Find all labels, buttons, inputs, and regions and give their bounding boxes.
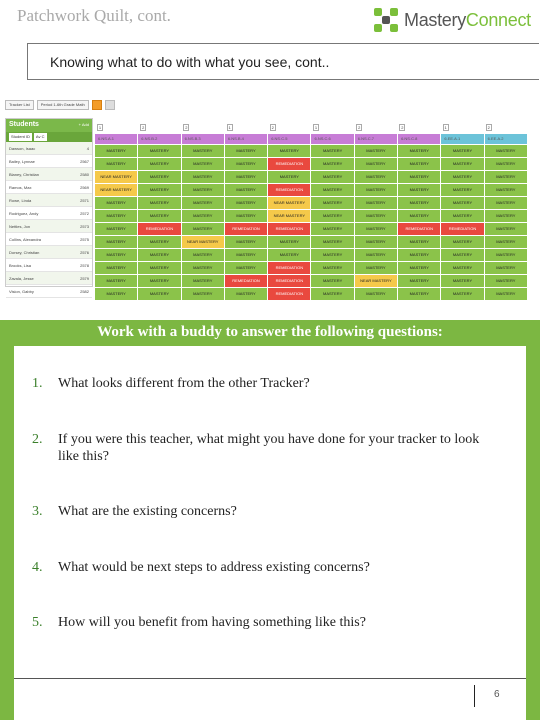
score-cell[interactable]: MASTERY (225, 184, 267, 196)
standard-numbers (95, 124, 527, 132)
logo-text: MasteryConnect (404, 9, 531, 30)
score-cell[interactable]: REMEDIATION (398, 223, 440, 235)
standard-headers (95, 134, 527, 144)
students-header: Students + Add (6, 119, 92, 132)
score-cell[interactable]: MASTERY (485, 236, 527, 248)
score-cell[interactable]: MASTERY (182, 210, 224, 222)
score-cell[interactable]: MASTERY (355, 262, 397, 274)
score-cell[interactable]: MASTERY (355, 210, 397, 222)
score-cell[interactable]: MASTERY (138, 145, 180, 157)
score-cell[interactable]: MASTERY (225, 288, 267, 300)
mastery-cells (95, 145, 527, 301)
standard-header[interactable]: 6.NS.A.1 (95, 134, 137, 144)
score-cell[interactable]: MASTERY (182, 145, 224, 157)
score-cell[interactable]: REMEDIATION (268, 158, 310, 170)
score-cell[interactable]: MASTERY (182, 184, 224, 196)
grid-row (95, 171, 527, 184)
grid-row (95, 223, 527, 236)
student-score: 2575 (80, 236, 89, 242)
standard-number: 1 (314, 125, 318, 130)
questions-heading: Work with a buddy to answer the following questions: (97, 324, 443, 340)
student-row[interactable] (6, 246, 92, 259)
student-score: 2567 (80, 158, 89, 164)
student-row[interactable] (6, 285, 92, 298)
score-cell[interactable]: MASTERY (311, 262, 353, 274)
score-cell[interactable]: MASTERY (441, 236, 483, 248)
score-cell[interactable]: MASTERY (485, 145, 527, 157)
score-cell[interactable]: MASTERY (138, 197, 180, 209)
subtitle: Knowing what to do with what you see, cont.. (50, 54, 330, 70)
grid-row (95, 262, 527, 275)
av-select[interactable]: Av C (35, 134, 45, 139)
mastery-grid (95, 118, 527, 296)
score-cell[interactable]: MASTERY (311, 249, 353, 261)
questions-panel: 1. What looks different from the other Tracker? 2. If you were this teacher, what might you have done for your tracker to look like this? 3. What are the existing concerns? 4. What would be next steps to address existing concerns? 5. How will you benefit from having something like this? (14, 346, 526, 691)
score-cell[interactable]: MASTERY (138, 184, 180, 196)
standard-number: 2 (487, 125, 490, 130)
score-cell[interactable]: MASTERY (95, 262, 137, 274)
student-row[interactable] (6, 142, 92, 155)
grid-row (95, 210, 527, 223)
score-cell[interactable]: REMEDIATION (268, 223, 310, 235)
score-cell[interactable]: REMEDIATION (225, 275, 267, 287)
score-cell[interactable]: MASTERY (225, 249, 267, 261)
score-cell[interactable]: MASTERY (138, 236, 180, 248)
score-cell[interactable]: MASTERY (441, 197, 483, 209)
sort-select[interactable]: Student ID (11, 134, 30, 139)
score-cell[interactable]: REMEDIATION (225, 223, 267, 235)
score-cell[interactable]: MASTERY (441, 184, 483, 196)
score-cell[interactable]: REMEDIATION (268, 288, 310, 300)
score-cell[interactable]: MASTERY (485, 197, 527, 209)
student-row[interactable] (6, 207, 92, 220)
grid-row (95, 158, 527, 171)
score-cell[interactable]: MASTERY (268, 145, 310, 157)
score-cell[interactable]: MASTERY (311, 158, 353, 170)
score-cell[interactable]: MASTERY (355, 158, 397, 170)
score-cell[interactable]: MASTERY (182, 158, 224, 170)
student-score: 2573 (80, 223, 89, 229)
score-cell[interactable]: MASTERY (355, 288, 397, 300)
student-score: 2572 (80, 210, 89, 216)
standard-header[interactable]: 6.EE.A.2 (485, 134, 527, 144)
score-cell[interactable]: MASTERY (355, 236, 397, 248)
student-score: 2580 (80, 171, 89, 177)
score-cell[interactable]: MASTERY (95, 275, 137, 287)
student-row[interactable] (6, 168, 92, 181)
standard-number: 1 (444, 125, 447, 130)
standard-number: 1 (228, 125, 231, 130)
grid-row (95, 288, 527, 301)
score-cell[interactable]: MASTERY (182, 171, 224, 183)
score-cell[interactable]: MASTERY (485, 262, 527, 274)
score-cell[interactable]: MASTERY (398, 275, 440, 287)
grid-row (95, 249, 527, 262)
score-cell[interactable]: MASTERY (485, 158, 527, 170)
student-name: Bailey, Lynnae (9, 158, 35, 164)
score-cell[interactable]: NEAR MASTERY (95, 184, 137, 196)
score-cell[interactable]: MASTERY (182, 288, 224, 300)
score-cell[interactable]: MASTERY (311, 145, 353, 157)
standard-header[interactable]: 6.NS.B.4 (225, 134, 267, 144)
grid-row (95, 145, 527, 158)
grid-row (95, 184, 527, 197)
student-name: Blaney, Christian (9, 171, 39, 177)
score-cell[interactable]: MASTERY (398, 288, 440, 300)
score-cell[interactable]: MASTERY (311, 236, 353, 248)
slide-title: Patchwork Quilt, cont. (17, 6, 171, 25)
tracker-list-tab[interactable]: Tracker List (5, 100, 34, 110)
student-name: Collins, Alexandra (9, 236, 42, 242)
student-name: Rodriguez, Andy (9, 210, 39, 216)
score-cell[interactable]: MASTERY (182, 197, 224, 209)
period-select[interactable]: Period 1-6th Grade Math (37, 100, 89, 110)
score-cell[interactable]: MASTERY (441, 210, 483, 222)
standard-header[interactable]: 6.NS.B.3 (182, 134, 224, 144)
score-cell[interactable]: REMEDIATION (268, 262, 310, 274)
standard-number: 2 (185, 125, 188, 130)
grid-row (95, 197, 527, 210)
list-view-icon[interactable] (105, 100, 115, 110)
grid-row (95, 275, 527, 288)
student-score: 2569 (80, 184, 89, 190)
masteryconnect-logo (374, 8, 531, 32)
student-row[interactable] (6, 259, 92, 272)
score-cell[interactable]: MASTERY (225, 262, 267, 274)
score-cell[interactable]: MASTERY (355, 223, 397, 235)
score-cell[interactable]: MASTERY (182, 275, 224, 287)
score-cell[interactable]: MASTERY (225, 171, 267, 183)
score-cell[interactable]: MASTERY (311, 275, 353, 287)
standard-number: 1 (98, 125, 102, 130)
score-cell[interactable]: MASTERY (398, 262, 440, 274)
score-cell[interactable]: NEAR MASTERY (268, 210, 310, 222)
score-cell[interactable]: NEAR MASTERY (95, 171, 137, 183)
student-score: 2576 (80, 249, 89, 255)
score-cell[interactable]: MASTERY (95, 223, 137, 235)
student-score: 4 (86, 145, 89, 151)
score-cell[interactable]: MASTERY (398, 158, 440, 170)
score-cell[interactable]: MASTERY (182, 262, 224, 274)
score-cell[interactable]: MASTERY (95, 145, 137, 157)
score-cell[interactable]: MASTERY (398, 171, 440, 183)
score-cell[interactable]: MASTERY (138, 158, 180, 170)
score-cell[interactable]: MASTERY (398, 236, 440, 248)
add-student-button[interactable]: + Add (78, 122, 89, 127)
score-cell[interactable]: NEAR MASTERY (355, 275, 397, 287)
grid-row (95, 236, 527, 249)
score-cell[interactable]: MASTERY (355, 171, 397, 183)
score-cell[interactable]: MASTERY (355, 145, 397, 157)
score-cell[interactable]: MASTERY (398, 145, 440, 157)
standard-number: 2 (142, 125, 145, 130)
student-row[interactable] (6, 181, 92, 194)
score-cell[interactable]: NEAR MASTERY (182, 236, 224, 248)
score-cell[interactable]: MASTERY (138, 249, 180, 261)
score-cell[interactable]: MASTERY (95, 197, 137, 209)
score-cell[interactable]: MASTERY (441, 249, 483, 261)
score-cell[interactable]: REMEDIATION (441, 223, 483, 235)
score-cell[interactable]: MASTERY (441, 145, 483, 157)
score-cell[interactable]: MASTERY (441, 275, 483, 287)
student-score: 2579 (80, 275, 89, 281)
students-filters (6, 132, 92, 142)
score-cell[interactable]: MASTERY (95, 236, 137, 248)
student-score: 2578 (80, 262, 89, 268)
score-cell[interactable]: MASTERY (268, 249, 310, 261)
students-panel (5, 118, 93, 294)
score-cell[interactable]: MASTERY (182, 249, 224, 261)
score-cell[interactable]: MASTERY (485, 223, 527, 235)
score-cell[interactable]: MASTERY (268, 171, 310, 183)
student-row[interactable] (6, 272, 92, 285)
score-cell[interactable]: MASTERY (441, 262, 483, 274)
score-cell[interactable]: MASTERY (485, 210, 527, 222)
score-cell[interactable]: MASTERY (95, 210, 137, 222)
footer-divider (474, 685, 475, 707)
score-cell[interactable]: MASTERY (138, 288, 180, 300)
student-name: Vision, Gabby (9, 288, 34, 294)
score-cell[interactable]: MASTERY (138, 262, 180, 274)
score-cell[interactable]: MASTERY (311, 210, 353, 222)
score-cell[interactable]: MASTERY (485, 184, 527, 196)
standard-header[interactable]: 6.NS.B.2 (138, 134, 180, 144)
standard-header[interactable]: 6.EE.A.1 (441, 134, 483, 144)
score-cell[interactable]: MASTERY (355, 184, 397, 196)
score-cell[interactable]: REMEDIATION (268, 184, 310, 196)
tracker-toolbar (5, 98, 115, 112)
student-score: 2582 (80, 288, 89, 294)
student-name: Dawson, Isaac (9, 145, 36, 151)
standard-header[interactable]: 6.NS.C.7 (355, 134, 397, 144)
subtitle-box (27, 43, 539, 80)
score-cell[interactable]: MASTERY (311, 288, 353, 300)
score-cell[interactable]: MASTERY (311, 223, 353, 235)
standard-number: 2 (358, 125, 361, 130)
score-cell[interactable]: NEAR MASTERY (268, 197, 310, 209)
standard-number: 2 (271, 125, 274, 130)
student-row[interactable] (6, 194, 92, 207)
score-cell[interactable]: MASTERY (138, 275, 180, 287)
score-cell[interactable]: MASTERY (485, 171, 527, 183)
standard-header[interactable]: 6.NS.C.8 (398, 134, 440, 144)
score-cell[interactable]: MASTERY (311, 197, 353, 209)
score-cell[interactable]: MASTERY (138, 171, 180, 183)
score-cell[interactable]: MASTERY (355, 197, 397, 209)
score-cell[interactable]: MASTERY (225, 236, 267, 248)
score-cell[interactable]: MASTERY (225, 145, 267, 157)
score-cell[interactable]: MASTERY (398, 184, 440, 196)
score-cell[interactable]: MASTERY (225, 197, 267, 209)
score-cell[interactable]: MASTERY (485, 249, 527, 261)
score-cell[interactable]: MASTERY (182, 223, 224, 235)
page-number: 6 (494, 689, 500, 700)
standard-header[interactable]: 6.NS.C.6 (311, 134, 353, 144)
student-row[interactable] (6, 155, 92, 168)
student-score: 2571 (80, 197, 89, 203)
score-cell[interactable]: MASTERY (311, 171, 353, 183)
student-row[interactable] (6, 233, 92, 246)
score-cell[interactable]: REMEDIATION (268, 275, 310, 287)
standard-number: 2 (401, 125, 404, 130)
score-cell[interactable]: MASTERY (225, 158, 267, 170)
student-name: Ramos, Max (9, 184, 32, 190)
score-cell[interactable]: MASTERY (441, 171, 483, 183)
score-cell[interactable]: MASTERY (225, 210, 267, 222)
score-cell[interactable]: MASTERY (311, 184, 353, 196)
student-name: Rowe, Linda (9, 197, 32, 203)
student-name: Nettles, Jon (9, 223, 31, 229)
logo-icon (374, 8, 398, 32)
standard-header[interactable]: 6.NS.C.5 (268, 134, 310, 144)
student-name: Dorsey, Christian (9, 249, 40, 255)
score-cell[interactable]: MASTERY (138, 210, 180, 222)
score-cell[interactable]: MASTERY (355, 249, 397, 261)
score-cell[interactable]: MASTERY (95, 249, 137, 261)
score-cell[interactable]: MASTERY (268, 236, 310, 248)
score-cell[interactable]: MASTERY (485, 275, 527, 287)
grid-view-icon[interactable] (92, 100, 102, 110)
score-cell[interactable]: MASTERY (95, 158, 137, 170)
score-cell[interactable]: MASTERY (398, 249, 440, 261)
tracker-screenshot (5, 98, 527, 296)
score-cell[interactable]: MASTERY (95, 288, 137, 300)
score-cell[interactable]: MASTERY (485, 288, 527, 300)
score-cell[interactable]: MASTERY (441, 158, 483, 170)
student-row[interactable] (6, 220, 92, 233)
score-cell[interactable]: MASTERY (398, 210, 440, 222)
student-name: Zavala, Jesse (9, 275, 34, 281)
student-name: Brooks, Lisa (9, 262, 32, 268)
footer (14, 678, 526, 720)
score-cell[interactable]: REMEDIATION (138, 223, 180, 235)
score-cell[interactable]: MASTERY (398, 197, 440, 209)
score-cell[interactable]: MASTERY (441, 288, 483, 300)
